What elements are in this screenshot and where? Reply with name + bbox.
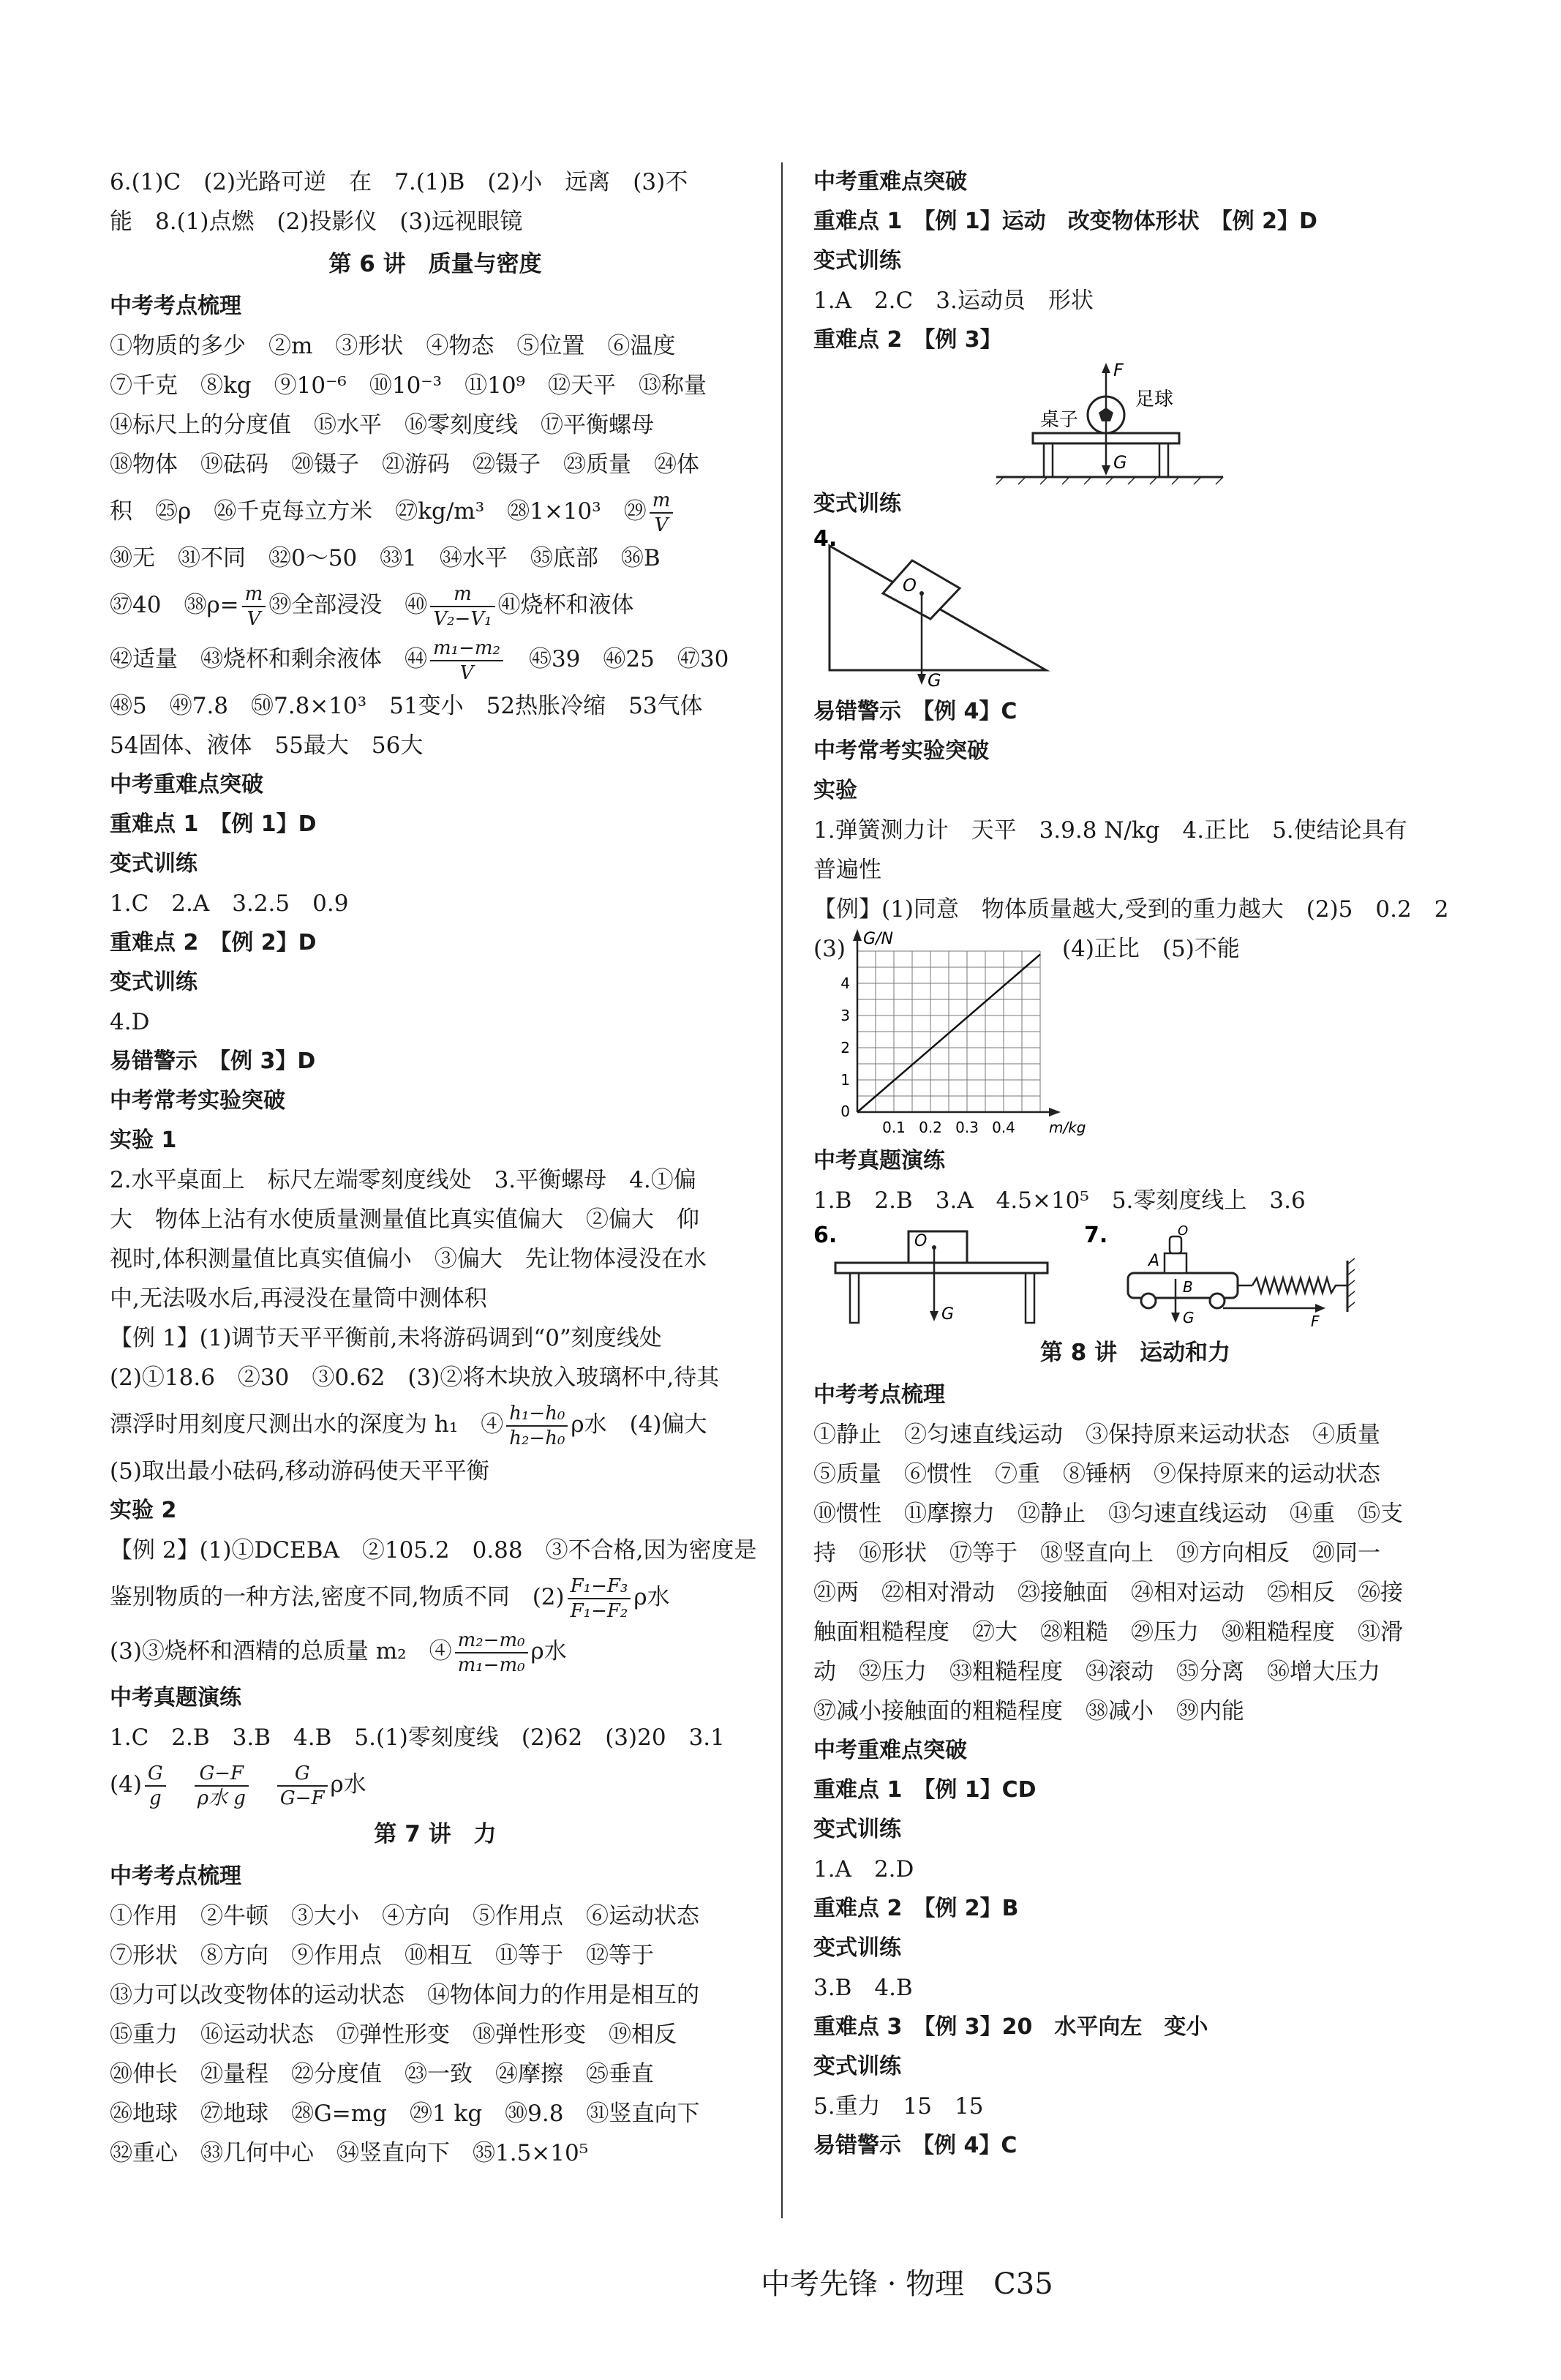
left-column <box>110 162 761 2173</box>
svg-text:O: O <box>903 575 917 596</box>
subheading: 易错警示 【例 4】C <box>813 699 1018 724</box>
subheading: 重难点 1 【例 1】D <box>110 811 317 837</box>
answer-line: ㉜重心 ㉝几何中心 ㉞竖直向下 ㉟1.5×10⁵ <box>110 2140 589 2166</box>
subheading: 变式训练 <box>110 851 198 876</box>
fraction: $\frac{\text{F₁−F₃}}{\text{F₁−F₂}}$ <box>568 1574 631 1623</box>
answer-line: 2.水平桌面上 标尺左端零刻度线处 3.平衡螺母 4.①偏 <box>110 1167 696 1193</box>
subheading: 重难点 2 【例 3】 <box>813 327 1002 353</box>
fraction: $\frac{\text{m₁−m₂}}{V}$ <box>430 637 503 685</box>
svg-text:O: O <box>1178 1223 1189 1239</box>
svg-text:O: O <box>914 1232 928 1250</box>
answer-line: (5)取出最小砝码,移动游码使天平平衡 <box>110 1458 489 1484</box>
answer-line: 1.C 2.B 3.B 4.B 5.(1)零刻度线 (2)62 (3)20 3.1 <box>110 1724 725 1751</box>
answer-line: ㉖地球 ㉗地球 ㉘G=mg ㉙1 kg ㉚9.8 ㉛竖直向下 <box>110 2101 700 2127</box>
fraction: $\frac{\text{m₂−m₀}}{\text{m₁−m₀}}$ <box>455 1629 528 1677</box>
y-axis-arrow <box>853 929 862 941</box>
answer-line: (3)③烧杯和酒精的总质量 m₂ ④ $\frac{\text{m₂−m₀}}{\text{m₁−m₀}}$ ρ水 <box>110 1629 567 1676</box>
answer-line: ⑦形状 ⑧方向 ⑨作用点 ⑩相互 ⑪等于 ⑫等于 <box>110 1942 654 1969</box>
subheading: 变式训练 <box>110 969 198 995</box>
answer-line: ㊽5 ㊾7.8 ㊿7.8×10³ 51变小 52热胀冷缩 53气体 <box>110 693 703 719</box>
answer-line: ㉚无 ㉛不同 ㉜0～50 ㉝1 ㉞水平 ㉟底部 ㊱B <box>110 545 661 571</box>
subheading: 变式训练 <box>813 2054 901 2079</box>
gravity-mass-graph <box>813 929 1086 1141</box>
answer-line: ㊲40 ㊳ρ= $\frac{m}{V}$ ㊴全部浸没 ㊵ $\frac{m}{\text{V₂−V₁}}$ ㊶烧杯和液体 <box>110 582 634 630</box>
x-axis-arrow <box>1049 1108 1061 1116</box>
origin-label: 0 <box>840 1103 850 1120</box>
svg-text:7.: 7. <box>1084 1223 1108 1248</box>
subheading: 重难点 3 【例 3】20 水平向左 变小 <box>813 2014 1208 2040</box>
x-tick-label: 0.2 <box>919 1119 942 1136</box>
answer-line: ①作用 ②牛顿 ③大小 ④方向 ⑤作用点 ⑥运动状态 <box>110 1903 699 1929</box>
section-heading: 中考常考实验突破 <box>110 1088 285 1114</box>
answer-line: 漂浮时用刻度尺测出水的深度为 h₁ ④ $\frac{\text{h₁−h₀}}{\text{h₂−h₀}}$ ρ水 (4)偏大 <box>110 1402 707 1449</box>
answer-line: ①静止 ②匀速直线运动 ③保持原来运动状态 ④质量 <box>813 1422 1380 1448</box>
answer-line: ⑮重力 ⑯运动状态 ⑰弹性形变 ⑱弹性形变 ⑲相反 <box>110 2022 677 2048</box>
subheading: 易错警示 【例 3】D <box>110 1048 316 1074</box>
column-divider <box>781 162 783 2218</box>
y-tick-label: 1 <box>840 1071 850 1089</box>
subheading: 变式训练 <box>813 1935 901 1961</box>
section-heading: 中考真题演练 <box>813 1148 945 1174</box>
ball-on-table-figure <box>813 360 1457 484</box>
x-tick-label: 0.4 <box>992 1119 1015 1136</box>
svg-text:F: F <box>1311 1313 1320 1330</box>
svg-text:A: A <box>1148 1252 1160 1270</box>
block-on-incline-figure <box>813 524 1457 692</box>
fraction: $\frac{m}{V}$ <box>242 582 266 631</box>
subheading: 重难点 2 【例 2】D <box>110 930 317 956</box>
graph-block: (3) (4)正比 (5)不能 0.1 0.2 0.3 0.4 1 2 3 4 0 G/N m/kg <box>813 929 1457 1141</box>
answer-line: 普遍性 <box>813 857 881 883</box>
table-label: 桌子 <box>1040 409 1079 431</box>
subheading: 变式训练 <box>813 491 901 517</box>
fraction: $\frac{G}{G-F}$ <box>277 1762 328 1810</box>
answer-line: 54固体、液体 55最大 56大 <box>110 732 424 759</box>
answer-line: 大 物体上沾有水使质量测量值比真实值偏大 ②偏大 仰 <box>110 1206 699 1233</box>
answer-line: 【例 2】(1)①DCEBA ②105.2 0.88 ③不合格,因为密度是 <box>110 1537 757 1563</box>
answer-line: 1.C 2.A 3.2.5 0.9 <box>110 890 349 917</box>
answer-line: ㊲减小接触面的粗糙程度 ㊳减小 ㊴内能 <box>813 1698 1244 1724</box>
answer-line: ⑱物体 ⑲砝码 ⑳镊子 ㉑游码 ㉒镊子 ㉓质量 ㉔体 <box>110 451 699 478</box>
lecture-title-8: 第 8 讲 运动和力 <box>1039 1340 1231 1366</box>
answer-line: ①物质的多少 ②m ③形状 ④物态 ⑤位置 ⑥温度 <box>110 333 676 359</box>
gravity-G-label: G <box>1113 452 1127 473</box>
section-heading: 中考考点梳理 <box>110 293 241 319</box>
answer-line: 动 ㉜压力 ㉝粗糙程度 ㉞滚动 ㉟分离 ㊱增大压力 <box>813 1659 1380 1685</box>
answer-line: 中,无法吸水后,再浸没在量筒中测体积 <box>110 1285 487 1312</box>
answer-line: 5.重力 15 15 <box>813 2093 984 2120</box>
section-heading: 中考重难点突破 <box>813 169 967 195</box>
section-heading: 中考重难点突破 <box>813 1738 967 1763</box>
page-footer: 中考先锋 · 物理 C35 <box>761 2267 1053 2301</box>
fraction: $\frac{G-F}{\text{ρ水 g}}$ <box>195 1762 249 1810</box>
svg-text:4.: 4. <box>813 526 838 552</box>
subheading: 易错警示 【例 4】C <box>813 2133 1018 2158</box>
y-tick-label: 3 <box>840 1007 850 1024</box>
x-tick-label: 0.3 <box>955 1119 979 1136</box>
answer-line: ⑦千克 ⑧kg ⑨10⁻⁶ ⑩10⁻³ ⑪10⁹ ⑫天平 ⑬称量 <box>110 372 707 399</box>
answer-line: 【例】(1)同意 物体质量越大,受到的重力越大 (2)5 0.2 2 <box>813 896 1449 923</box>
svg-text:6.: 6. <box>813 1223 838 1248</box>
answer-line: 3.B 4.B <box>813 1975 913 2001</box>
answer-line: ⑳伸长 ㉑量程 ㉒分度值 ㉓一致 ㉔摩擦 ㉕垂直 <box>110 2061 654 2087</box>
answer-line: 触面粗糙程度 ㉗大 ㉘粗糙 ㉙压力 ㉚粗糙程度 ㉛滑 <box>813 1619 1403 1645</box>
subheading: 变式训练 <box>813 1817 901 1842</box>
answer-line: 积 ㉕ρ ㉖千克每立方米 ㉗kg/m³ ㉘1×10³ ㉙ $\frac{m}{V}$ <box>110 484 761 538</box>
subheading: 实验 2 <box>110 1498 177 1523</box>
answer-line: 1.B 2.B 3.A 4.5×10⁵ 5.零刻度线上 3.6 <box>813 1187 1306 1214</box>
subheading: 实验 1 <box>110 1127 177 1153</box>
answer-line: (4) $\frac{G}{g}$ $\frac{G-F}{\text{ρ水 g}}$ $\frac{G}{G-F}$ ρ水 <box>110 1762 366 1809</box>
answer-line: (2)①18.6 ②30 ③0.62 (3)②将木块放入玻璃杯中,待其 <box>110 1364 720 1391</box>
y-tick-label: 2 <box>840 1039 850 1056</box>
svg-text:G: G <box>928 670 941 691</box>
svg-text:G: G <box>1183 1309 1195 1326</box>
section-heading: 中考真题演练 <box>110 1685 241 1711</box>
ball-label: 足球 <box>1135 388 1174 410</box>
fraction: $\frac{G}{g}$ <box>145 1762 166 1810</box>
answer-line: ⑭标尺上的分度值 ⑮水平 ⑯零刻度线 ⑰平衡螺母 <box>110 412 654 438</box>
answer-line: ⑬力可以改变物体的运动状态 ⑭物体间力的作用是相互的 <box>110 1982 699 2008</box>
section-heading: 中考考点梳理 <box>813 1382 945 1408</box>
answer-line: 持 ⑯形状 ⑰等于 ⑱竖直向上 ⑲方向相反 ⑳同一 <box>813 1540 1380 1566</box>
answer-line: 【例 1】(1)调节天平平衡前,未将游码调到“0”刻度线处 <box>110 1325 662 1351</box>
fraction: $\frac{m}{V}$ <box>650 489 674 537</box>
section-heading: 中考重难点突破 <box>110 772 263 797</box>
section-heading: 中考常考实验突破 <box>813 738 989 764</box>
fraction: $\frac{\text{h₁−h₀}}{\text{h₂−h₀}}$ <box>506 1402 568 1450</box>
subheading: 重难点 1 【例 1】CD <box>813 1777 1037 1803</box>
answer-line: ⑤质量 ⑥惯性 ⑦重 ⑧锤柄 ⑨保持原来的运动状态 <box>813 1461 1380 1487</box>
x-axis-label: m/kg <box>1049 1119 1086 1136</box>
answer-line: 鉴别物质的一种方法,密度不同,物质不同 (2) $\frac{\text{F₁−F₃}}{\text{F₁−F₂}}$ ρ水 <box>110 1574 670 1622</box>
subheading: 重难点 2 【例 2】B <box>813 1896 1019 1921</box>
force-F-label: F <box>1113 360 1124 380</box>
subheading: 重难点 1 【例 1】运动 改变物体形状 【例 2】D <box>813 209 1317 234</box>
answer-line: 4.D <box>110 1009 150 1035</box>
y-tick-label: 4 <box>840 975 850 992</box>
fraction: $\frac{m}{\text{V₂−V₁}}$ <box>430 582 494 631</box>
right-column <box>813 162 1457 2166</box>
lecture-title-6: 第 6 讲 质量与密度 <box>328 251 542 277</box>
answer-line: 1.A 2.C 3.运动员 形状 <box>813 288 1094 314</box>
answer-line: 视时,体积测量值比真实值偏小 ③偏大 先让物体浸没在水 <box>110 1246 707 1272</box>
answer-line: 1.A 2.D <box>813 1856 914 1882</box>
answer-line: 1.弹簧测力计 天平 3.9.8 N/kg 4.正比 5.使结论具有 <box>813 817 1407 844</box>
answer-line: 6.(1)C (2)光路可逆 在 7.(1)B (2)小 远离 (3)不 <box>110 169 688 195</box>
subheading: 实验 <box>813 778 857 803</box>
figures-6-and-7 <box>813 1220 1457 1330</box>
y-axis-label: G/N <box>863 930 893 948</box>
x-tick-label: 0.1 <box>882 1119 906 1136</box>
svg-text:G: G <box>941 1305 955 1324</box>
answer-line: ㊷适量 ㊸烧杯和剩余液体 ㊹ $\frac{\text{m₁−m₂}}{V}$ ㊺39 ㊻25 ㊼30 <box>110 637 729 684</box>
svg-text:B: B <box>1183 1278 1193 1296</box>
answer-line: ㉑两 ㉒相对滑动 ㉓接触面 ㉔相对运动 ㉕相反 ㉖接 <box>813 1580 1403 1606</box>
lecture-title-7: 第 7 讲 力 <box>374 1821 497 1847</box>
answer-line: ⑩惯性 ⑪摩擦力 ⑫静止 ⑬匀速直线运动 ⑭重 ⑮支 <box>813 1501 1403 1527</box>
answer-line: 能 8.(1)点燃 (2)投影仪 (3)远视眼镜 <box>110 209 523 235</box>
section-heading: 中考考点梳理 <box>110 1863 241 1889</box>
subheading: 变式训练 <box>813 248 901 274</box>
